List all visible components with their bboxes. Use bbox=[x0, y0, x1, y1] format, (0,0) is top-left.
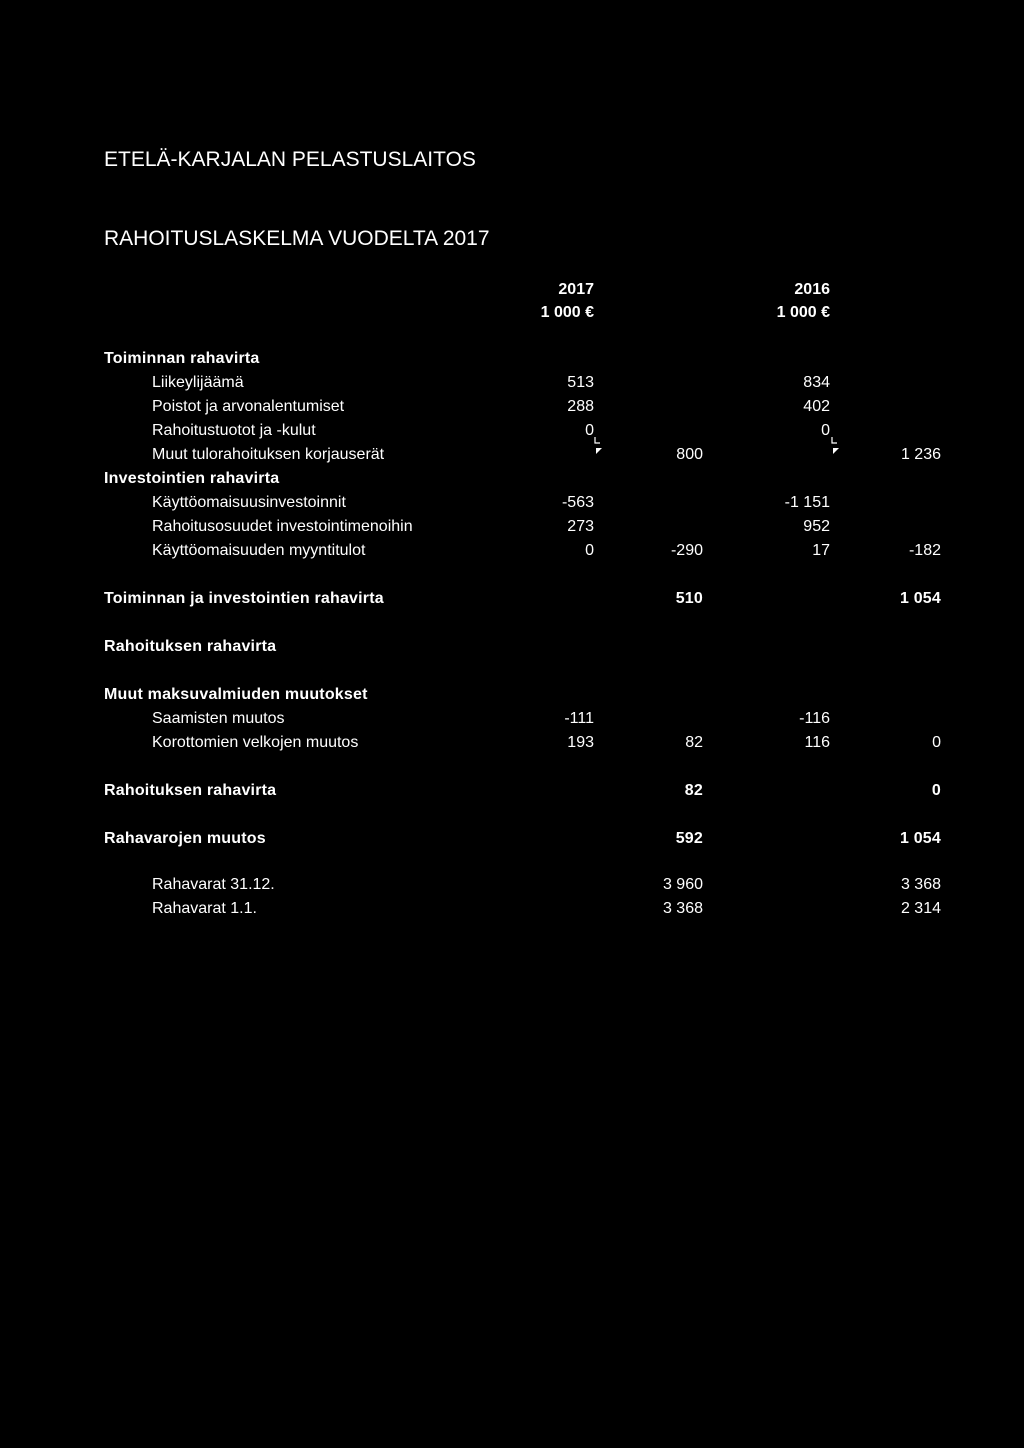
value-2017-item: 0 bbox=[585, 542, 594, 559]
value-2017-total: 82 bbox=[684, 782, 703, 799]
row-label: Muut tulorahoituksen korjauserät bbox=[152, 446, 385, 463]
table-row bbox=[0, 731, 1024, 755]
value-2017-item: -563 bbox=[561, 494, 594, 511]
value-2016-item: 402 bbox=[803, 398, 830, 415]
value-2016-total: 3 368 bbox=[900, 876, 941, 893]
subtotal-row bbox=[0, 779, 1024, 803]
value-2017-item: 273 bbox=[567, 518, 594, 535]
column-year: 2016 bbox=[794, 281, 830, 298]
value-2017-item: 0 bbox=[585, 422, 594, 439]
row-label: Käyttöomaisuusinvestoinnit bbox=[152, 494, 346, 511]
column-header-2016 bbox=[710, 278, 830, 324]
value-2017-item: 193 bbox=[567, 734, 594, 751]
row-label: Rahoitustuotot ja -kulut bbox=[152, 422, 316, 439]
table-row bbox=[0, 443, 1024, 467]
value-2016-total: 1 236 bbox=[900, 446, 941, 463]
table-row bbox=[0, 897, 1024, 921]
row-label: Rahavarat 31.12. bbox=[152, 876, 275, 893]
section-heading bbox=[0, 347, 1024, 371]
column-header-2017 bbox=[474, 278, 594, 324]
comment-marker-icon bbox=[827, 437, 843, 465]
value-2016-item: 0 bbox=[821, 422, 830, 439]
value-2017-total: 3 368 bbox=[662, 900, 703, 917]
value-2017-item: 288 bbox=[567, 398, 594, 415]
value-2017-total: -290 bbox=[670, 542, 703, 559]
value-2016-total: 1 054 bbox=[899, 830, 941, 847]
row-label: Saamisten muutos bbox=[152, 710, 285, 727]
row-label: Rahavarojen muutos bbox=[104, 830, 266, 847]
column-unit: 1 000 € bbox=[540, 304, 594, 321]
value-2017-item: 513 bbox=[567, 374, 594, 391]
row-label: Toiminnan ja investointien rahavirta bbox=[104, 590, 384, 607]
row-label: Rahoitusosuudet investointimenoihin bbox=[152, 518, 413, 535]
row-label: Rahavarat 1.1. bbox=[152, 900, 257, 917]
value-2016-total: -182 bbox=[908, 542, 941, 559]
total-row bbox=[0, 827, 1024, 851]
value-2017-total: 800 bbox=[676, 446, 703, 463]
table-row bbox=[0, 515, 1024, 539]
value-2016-item: 116 bbox=[804, 734, 830, 751]
row-label: Toiminnan rahavirta bbox=[104, 350, 260, 367]
table-row bbox=[0, 707, 1024, 731]
organization-name: ETELÄ-KARJALAN PELASTUSLAITOS bbox=[104, 148, 476, 171]
section-heading bbox=[0, 467, 1024, 491]
table-row bbox=[0, 491, 1024, 515]
report-title: RAHOITUSLASKELMA VUODELTA 2017 bbox=[104, 227, 490, 250]
row-label: Muut maksuvalmiuden muutokset bbox=[104, 686, 368, 703]
value-2016-total: 2 314 bbox=[900, 900, 941, 917]
value-2017-total: 3 960 bbox=[662, 876, 703, 893]
row-label: Poistot ja arvonalentumiset bbox=[152, 398, 345, 415]
row-label: Liikeylijäämä bbox=[152, 374, 244, 391]
value-2016-item: 834 bbox=[803, 374, 830, 391]
table-row bbox=[0, 419, 1024, 443]
table-row bbox=[0, 371, 1024, 395]
table-row bbox=[0, 873, 1024, 897]
value-2016-item: 952 bbox=[803, 518, 830, 535]
value-2017-total: 592 bbox=[675, 830, 703, 847]
comment-marker-icon bbox=[590, 437, 606, 465]
table-row bbox=[0, 539, 1024, 563]
column-year: 2017 bbox=[558, 281, 594, 298]
value-2016-total: 0 bbox=[931, 782, 941, 799]
row-label: Rahoituksen rahavirta bbox=[104, 638, 277, 655]
row-label: Korottomien velkojen muutos bbox=[152, 734, 359, 751]
row-label: Käyttöomaisuuden myyntitulot bbox=[152, 542, 366, 559]
value-2017-total: 510 bbox=[675, 590, 703, 607]
table-row bbox=[0, 395, 1024, 419]
value-2016-total: 1 054 bbox=[899, 590, 941, 607]
value-2016-item: -116 bbox=[799, 710, 830, 727]
value-2017-total: 82 bbox=[685, 734, 703, 751]
value-2017-item: -111 bbox=[564, 710, 594, 727]
subtotal-row bbox=[0, 587, 1024, 611]
section-heading bbox=[0, 635, 1024, 659]
row-label: Investointien rahavirta bbox=[104, 470, 280, 487]
value-2016-item: -1 151 bbox=[784, 494, 830, 511]
column-unit: 1 000 € bbox=[776, 304, 830, 321]
row-label: Rahoituksen rahavirta bbox=[104, 782, 277, 799]
value-2016-item: 17 bbox=[812, 542, 830, 559]
value-2016-total: 0 bbox=[932, 734, 941, 751]
section-heading bbox=[0, 683, 1024, 707]
